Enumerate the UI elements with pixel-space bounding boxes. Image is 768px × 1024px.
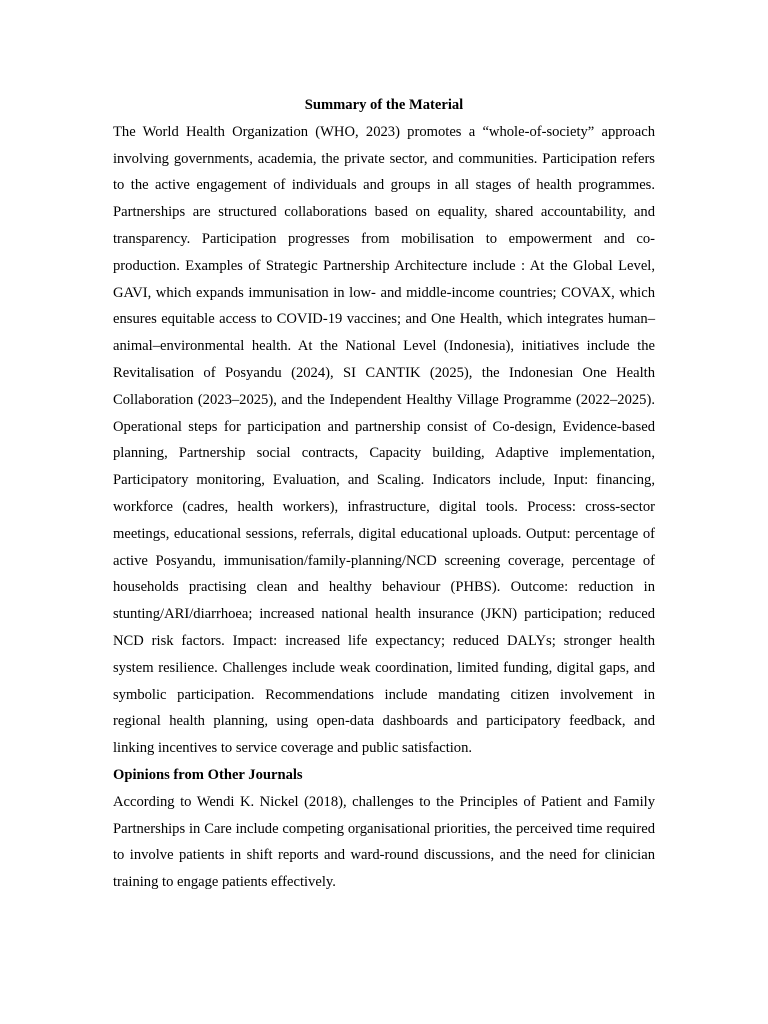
- document-page: [113, 92, 655, 896]
- opinions-paragraph: According to Wendi K. Nickel (2018), challenges to the Principles of Patient and Family Partnerships in Care include competing organisational priorities, the perceived time required to involve patients in shift reports and ward-round discussions, and the need for clinician training to engage patients effectively.: [113, 793, 655, 891]
- document-title: Summary of the Material: [304, 97, 464, 113]
- opinions-heading: Opinions from Other Journals: [113, 766, 303, 783]
- summary-paragraph: The World Health Organization (WHO, 2023) promotes a “whole-of-society” approach involving governments, academia, the private sector, and communities. Participation refers to the active engagement of individuals and groups in all stages of health programmes. Partnerships are structured collaborations based on equality, shared accountability, and transparency. Participation progresses from mobilisation to empowerment and co-production. Examples of Strategic Partnership Architecture include : At the Global Level, GAVI, which expands immunisation in low- and middle-income countries; COVAX, which ensures equitable access to COVID-19 vaccines; and One Health, which integrates human–animal–environmental health. At the National Level (Indonesia), initiatives include the Revitalisation of Posyandu (2024), SI CANTIK (2025), the Indonesian One Health Collaboration (2023–2025), and the Independent Healthy Village Programme (2022–2025). Operational steps for participation and partnership consist of Co-design, Evidence-based planning, Partnership social contracts, Capacity building, Adaptive implementation, Participatory monitoring, Evaluation, and Scaling. Indicators include, Input: financing, workforce (cadres, health workers), infrastructure, digital tools. Process: cross-sector meetings, educational sessions, referrals, digital educational uploads. Output: percentage of active Posyandu, immunisation/family-planning/NCD screening coverage, percentage of households practising clean and healthy behaviour (PHBS). Outcome: reduction in stunting/ARI/diarrhoea; increased national health insurance (JKN) participation; reduced NCD risk factors. Impact: increased life expectancy; reduced DALYs; stronger health system resilience. Challenges include weak coordination, limited funding, digital gaps, and symbolic participation. Recommendations include mandating citizen involvement in regional health planning, using open-data dashboards and participatory feedback, and linking incentives to service coverage and public satisfaction.: [113, 123, 655, 757]
